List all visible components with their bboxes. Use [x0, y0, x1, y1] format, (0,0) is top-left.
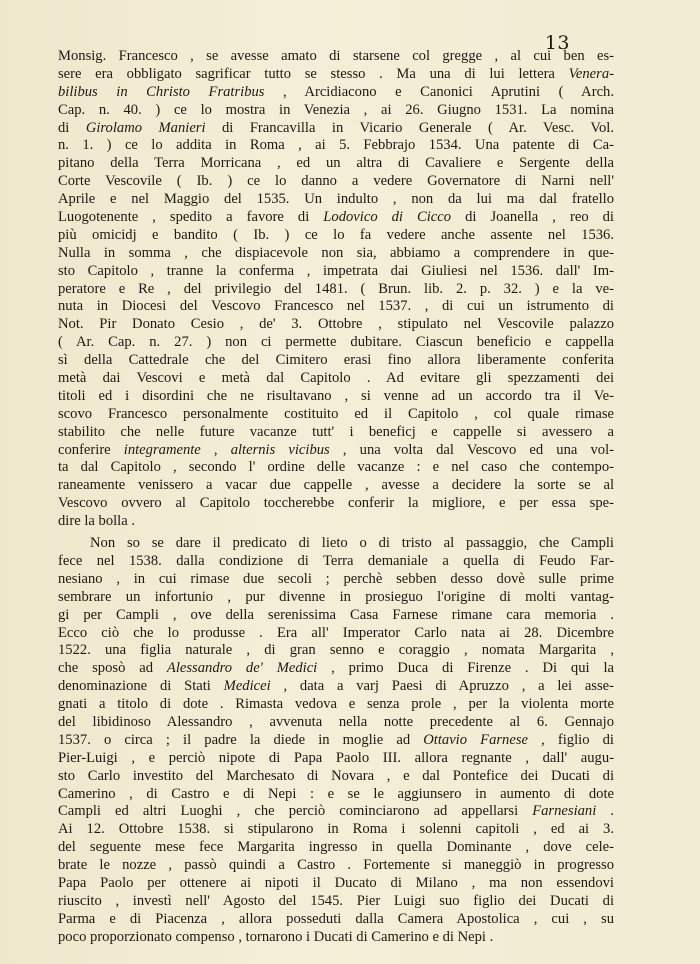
text-span: Nulla in somma , che dispiacevole non sia, abbiamo a comprendere in que- [58, 244, 614, 261]
text-line [58, 442, 614, 460]
text-span: Cap. n. 40. ) ce lo mostra in Venezia , ai 26. Giugno 1531. La nomina [58, 101, 614, 118]
text-span: nesiano , in cui rimase due secoli ; perchè sebben desso dovè sulle prime [58, 570, 614, 587]
text-line [58, 84, 614, 102]
text-span: sembrare un infortunio , pur divenne in prosieguo l'origine di molti vantag- [58, 588, 614, 605]
text-line [58, 281, 614, 299]
text-span: Aprile e nel Maggio del 1535. Un indulto , non da lui ma dal fratello [58, 191, 614, 208]
text-span: gi per Campli , ove della serenissima Casa Farnese rimane cara memoria . [58, 606, 614, 623]
text-span: sto Capitolo , tranne la conferma , impetrata dai Giuliesi nel 1536. dall' Im- [58, 262, 614, 279]
text-line [58, 477, 614, 495]
italic-text: integramente [123, 441, 201, 458]
text-line [58, 227, 614, 245]
text-span: più omicidj e bandito ( Ib. ) ce lo fa vedere anche assente nel 1536. [58, 226, 614, 243]
text-span: Ai 12. Ottobre 1538. si stipularono in Roma i solenni capitoli , ed ai 3. [58, 821, 614, 838]
text-span: sto Carlo investito del Marchesato di Novara , e dal Pontefice dei Ducati di [58, 767, 614, 784]
text-span: , figlio di [527, 731, 614, 748]
text-line [58, 607, 614, 625]
text-line [58, 642, 614, 660]
text-line [58, 696, 614, 714]
text-line [58, 102, 614, 120]
text-span: Vescovo ovvero al Capitolo toccherebbe conferir la migliore, e per essa spe- [58, 495, 614, 512]
text-line [58, 298, 614, 316]
italic-text: Alessandro de' Medici [166, 660, 318, 677]
text-span: Not. Pir Donato Cesio , de' 3. Ottobre , stipulato nel Vescovile palazzo [58, 316, 614, 333]
text-span: fece nel 1538. dalla condizione di Terra demaniale a quella di Feudo Far- [58, 552, 614, 569]
text-line [58, 137, 614, 155]
text-span: , [200, 441, 231, 458]
text-span: di [58, 119, 86, 136]
italic-text: alternis vicibus [230, 441, 330, 458]
italic-text: Venera- [568, 65, 614, 82]
text-line [58, 732, 614, 750]
text-span: sere era obbligato sagrificar tutto se stesso . Ma una di lui lettera [58, 65, 569, 82]
text-span: denominazione di Stati [58, 678, 224, 695]
text-span: Monsig. Francesco , se avesse amato di starsene col gregge , al cui ben es- [58, 48, 614, 64]
text-span: poco proporzionato compenso , tornarono i Ducati di Camerino e di Nepi . [58, 928, 494, 945]
text-span: Camerino , di Castro e di Nepi : e se le aggiunsero in aumento di dote [58, 785, 614, 802]
text-span: ( Ar. Cap. n. 27. ) non ci permette dubitare. Ciascun beneficio e cappella [58, 334, 614, 351]
italic-text: Ottavio Farnese [423, 731, 528, 748]
text-line [58, 424, 614, 442]
text-line [58, 553, 614, 571]
text-line [58, 48, 614, 66]
text-line [58, 857, 614, 875]
text-line [58, 714, 614, 732]
text-span: , Arcidiacono e Canonici Aprutini ( Arch. [264, 83, 614, 100]
text-line [58, 316, 614, 334]
text-span: raneamente venissero a vacar due cappelle , avesse a decidere la sorte se al [58, 477, 614, 494]
text-line [58, 786, 614, 804]
text-span: , una volta dal Vescovo ed una vol- [329, 441, 614, 458]
text-line [58, 513, 614, 531]
italic-text: Girolamo Manieri [85, 119, 206, 136]
text-line [58, 334, 614, 352]
text-line [58, 660, 614, 678]
text-line [58, 678, 614, 696]
text-line [58, 750, 614, 768]
text-line [58, 459, 614, 477]
page-number: 13 [544, 32, 570, 54]
text-line [58, 155, 614, 173]
text-span: conferire [58, 441, 124, 458]
text-line [58, 911, 614, 929]
text-span: Non so se dare il predicato di lieto o di tristo al passaggio, che Campli [90, 535, 614, 552]
text-span: del seguente mese fece Margarita ingresso in quella Dominante , dove cele- [58, 839, 614, 856]
text-line [58, 120, 614, 138]
text-span: Luogotenente , spedito a favore di [58, 209, 324, 226]
text-span: del libidinoso Alessandro , avvenuta nella notte precedente al 6. Gennajo [58, 713, 614, 730]
italic-text: Lodovico di Cicco [323, 209, 452, 226]
text-span: sì della Cattedrale che del Cimitero erasi fino allora liberamente conferita [58, 352, 614, 369]
text-line [58, 571, 614, 589]
text-line [58, 173, 614, 191]
text-span: Pier-Luigi , e perciò nipote di Papa Paolo III. allora regnante , dall' augu- [58, 749, 614, 766]
text-span: 1537. o circa ; il padre la diede in moglie ad [58, 731, 424, 748]
text-line [58, 535, 614, 553]
text-span: che sposò ad [58, 660, 167, 677]
text-line [58, 929, 614, 947]
text-span: Parma e di Piacenza , allora posseduti dalla Camera Apostolica , cui , su [58, 910, 614, 927]
text-line [58, 66, 614, 84]
text-line [58, 803, 614, 821]
text-line [58, 263, 614, 281]
text-line [58, 388, 614, 406]
text-line [58, 821, 614, 839]
text-line [58, 406, 614, 424]
text-span: riuscito , investì nell' Agosto del 1545. Pier Luigi suo figlio dei Ducati di [58, 892, 614, 909]
text-span: stabilito che nelle future vacanze tutt' i beneficj e cappelle si avessero a [58, 423, 614, 440]
text-line [58, 893, 614, 911]
text-span: scovo Francesco personalmente costituito ed il Capitolo , col quale rimase [58, 405, 614, 422]
text-span: ta dal Capitolo , secondo l' ordine delle vacanze : e nel caso che contempo- [58, 459, 614, 476]
text-line [58, 352, 614, 370]
text-span: gnati a titolo di dote . Rimasta vedova e senza prole , per la violenta morte [58, 696, 614, 713]
text-line [58, 839, 614, 857]
text-span: Corte Vescovile ( Ib. ) ce lo danno a vedere Governatore di Narni nell' [58, 173, 614, 190]
italic-text: bilibus in Christo Fratribus [58, 83, 265, 100]
text-span: Ecco ciò che lo produsse . Era all' Imperator Carlo nata ai 28. Dicembre [58, 624, 614, 641]
text-span: Papa Paolo per ottenere ai nipoti il Ducato di Milano , ma non essendovi [58, 874, 614, 891]
body-text [58, 48, 614, 947]
text-span: . [596, 803, 614, 820]
text-span: di Joanella , reo di [451, 209, 614, 226]
text-span: Campli ed altri Luoghi , che perciò cominciarono ad appellarsi [58, 803, 533, 820]
text-span: brate le nozze , passò quindi a Castro . Fortemente si maneggiò in progresso [58, 857, 614, 874]
text-span: , data a varj Paesi di Apruzzo , a lei asse- [270, 678, 614, 695]
text-line [58, 875, 614, 893]
text-span: dire la bolla . [58, 513, 135, 530]
text-span: titoli ed i disordini che ne risultavano , si venne ad un accordo tra il Ve- [58, 387, 614, 404]
text-line [58, 589, 614, 607]
text-span: metà dai Vescovi e metà dal Capitolo . Ad evitare gli spezzamenti dei [58, 370, 614, 387]
text-line [58, 495, 614, 513]
text-line [58, 191, 614, 209]
text-span: pitano della Terra Morricana , ed un altra di Cavaliere e Sergente della [58, 155, 614, 172]
text-line [58, 625, 614, 643]
text-line [58, 245, 614, 263]
text-line [58, 370, 614, 388]
text-span: di Francavilla in Vicario Generale ( Ar. Vesc. Vol. [205, 119, 614, 136]
text-line [58, 768, 614, 786]
text-span: 1522. una figlia naturale , di gran senno e coraggio , nomata Margarita , [58, 642, 614, 659]
text-span: peratore e Re , del privilegio del 1481. ( Brun. lib. 2. p. 32. ) e la ve- [58, 280, 614, 297]
text-span: , primo Duca di Firenze . Di qui la [317, 660, 614, 677]
italic-text: Farnesiani [532, 803, 597, 820]
italic-text: Medicei [223, 678, 271, 695]
text-span: n. 1. ) ce lo addita in Roma , ai 5. Febbrajo 1534. Una patente di Ca- [58, 137, 614, 154]
text-line [58, 209, 614, 227]
text-span: nuta in Diocesi del Vescovo Francesco nel 1537. , di cui un istrumento di [58, 298, 614, 315]
